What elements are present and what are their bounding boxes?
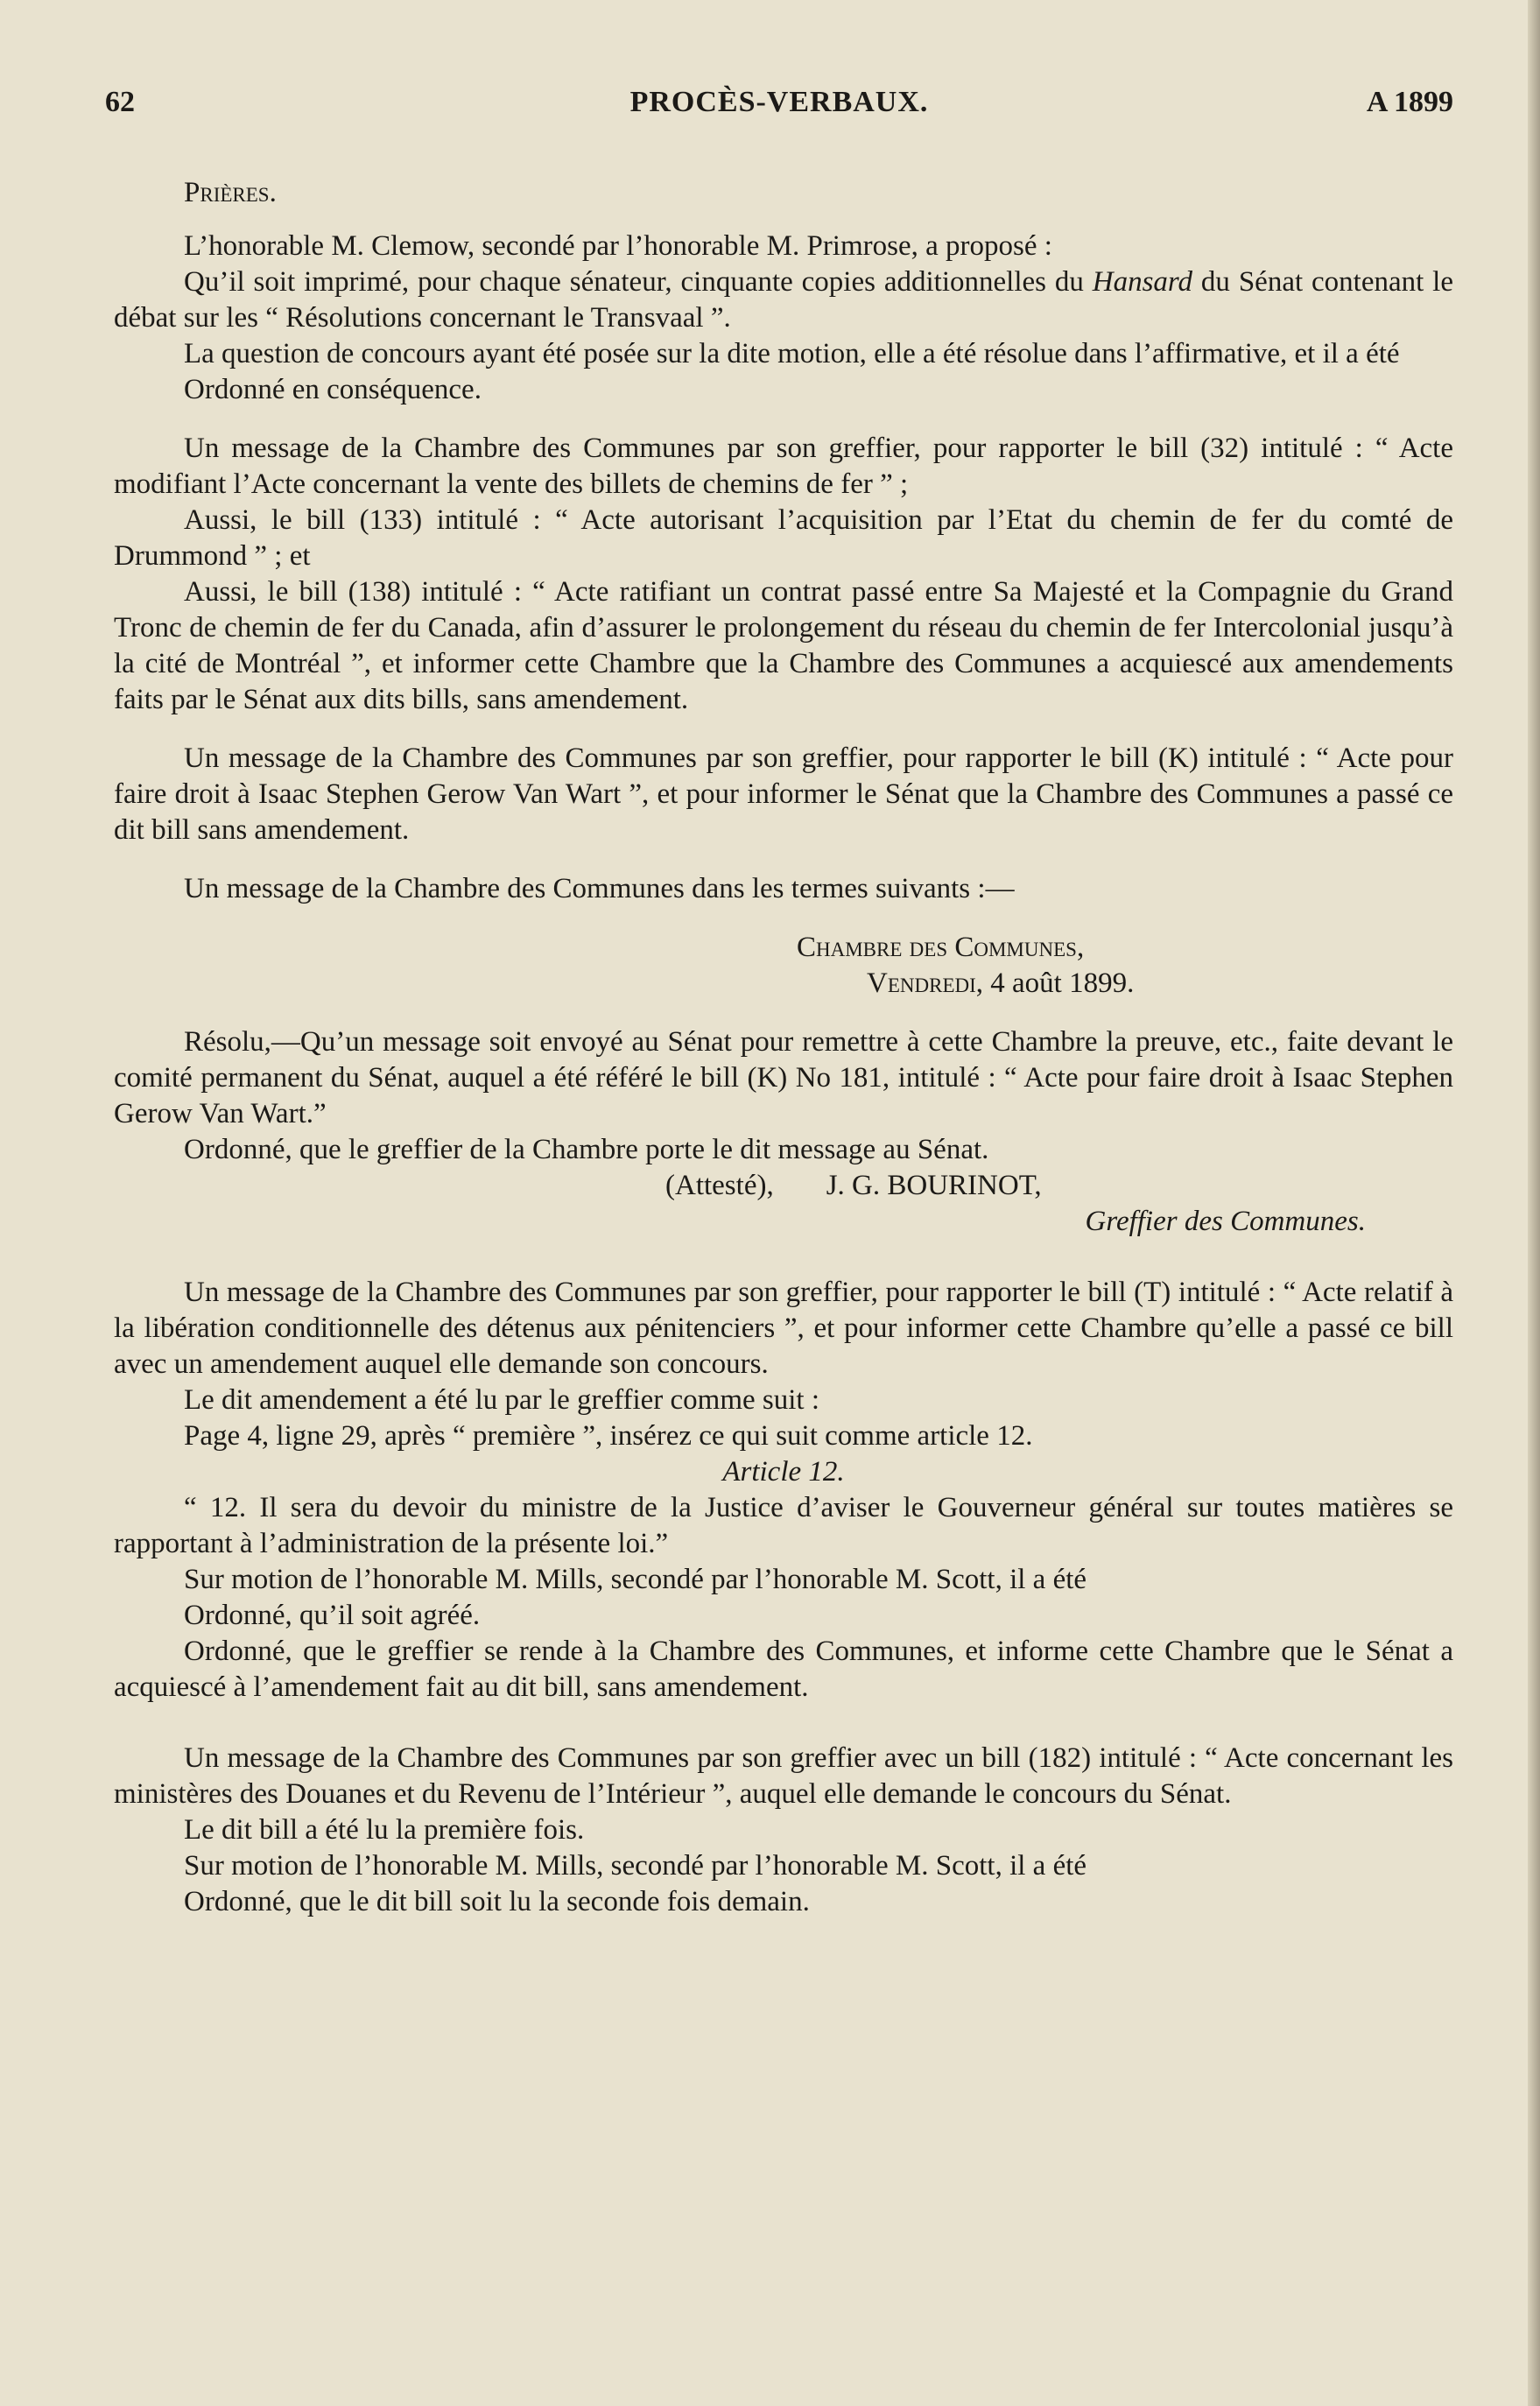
signature-line bbox=[114, 1168, 1453, 1204]
paragraph: Le dit amendement a été lu par le greffier comme suit : bbox=[184, 1384, 820, 1416]
paragraph: Aussi, le bill (133) intitulé : “ Acte autorisant l’acquisition par l’Etat du chemin de fer du comté de Drummond ” ; et bbox=[114, 504, 1453, 572]
paragraph: Ordonné, que le greffier se rende à la Chambre des Communes, et informe cette Chambre que le Sénat a acquiescé à l’amendement fait au dit bill, sans amendement. bbox=[114, 1636, 1453, 1703]
section-heading: Prières. bbox=[184, 177, 277, 208]
running-title: PROCÈS-VERBAUX. bbox=[629, 86, 929, 118]
paragraph: Ordonné, que le dit bill soit lu la seconde fois demain. bbox=[184, 1886, 810, 1917]
paragraph: La question de concours ayant été posée sur la dite motion, elle a été résolue dans l’affirmative, et il a été bbox=[184, 338, 1400, 369]
paragraph: Ordonné en conséquence. bbox=[184, 374, 482, 405]
page-year: A 1899 bbox=[1366, 86, 1453, 118]
page-number: 62 bbox=[105, 86, 135, 118]
paragraph: Sur motion de l’honorable M. Mills, secondé par l’honorable M. Scott, il a été bbox=[184, 1850, 1087, 1882]
paragraph: Page 4, ligne 29, après “ première ”, insérez ce qui suit comme article 12. bbox=[184, 1420, 1033, 1452]
page-header bbox=[105, 86, 1453, 130]
paragraph: Aussi, le bill (138) intitulé : “ Acte ratifiant un contrat passé entre Sa Majesté et la Compagnie du Grand Tronc de chemin de fer du Canada, afin d’assurer le prolongement du réseau du chemin de fer Intercolonial jusqu’à la cité de Montréal ”, et informer cette Chambre que la Chambre des Communes a acquiescé aux amendements faits par le Sénat aux dits bills, sans amendement. bbox=[114, 576, 1453, 715]
paragraph: Un message de la Chambre des Communes par son greffier, pour rapporter le bill (T) intitulé : “ Acte relatif à la libération conditionnelle des détenus aux pénitenciers ”, et pour informer cette Chambre qu’elle a passé ce bill avec un amendement auquel elle demande son concours. bbox=[114, 1277, 1453, 1380]
paragraph: Sur motion de l’honorable M. Mills, secondé par l’honorable M. Scott, il a été bbox=[184, 1564, 1087, 1595]
page-body bbox=[114, 175, 1453, 1920]
paragraph: Résolu,—Qu’un message soit envoyé au Sénat pour remettre à cette Chambre la preuve, etc., faite devant le comité permanent du Sénat, auquel a été référé le bill (K) No 181, intitulé : “ Acte pour faire droit à Isaac Stephen Gerow Van Wart.” bbox=[114, 1026, 1453, 1129]
message-date: Vendredi, 4 août 1899. bbox=[867, 967, 1135, 999]
paragraph: Qu’il soit imprimé, pour chaque sénateur, cinquante copies additionnelles du Hansard du Sénat contenant le débat sur les “ Résolutions concernant le Transvaal ”. bbox=[114, 266, 1453, 334]
paragraph: Ordonné, que le greffier de la Chambre porte le dit message au Sénat. bbox=[184, 1134, 989, 1165]
paragraph: L’honorable M. Clemow, secondé par l’honorable M. Primrose, a proposé : bbox=[184, 230, 1052, 262]
paragraph: Le dit bill a été lu la première fois. bbox=[184, 1814, 585, 1846]
paragraph: Ordonné, qu’il soit agréé. bbox=[184, 1600, 481, 1631]
article-heading: Article 12. bbox=[722, 1456, 845, 1488]
paragraph: Un message de la Chambre des Communes par son greffier, pour rapporter le bill (32) intitulé : “ Acte modifiant l’Acte concernant la vente des billets de chemins de fer ” ; bbox=[114, 433, 1453, 500]
signatory-role: Greffier des Communes. bbox=[1085, 1206, 1366, 1237]
paragraph: Un message de la Chambre des Communes par son greffier avec un bill (182) intitulé : “ Acte concernant les ministères des Douanes et du Revenu de l’Intérieur ”, auquel elle demande le concours du Sénat. bbox=[114, 1742, 1453, 1810]
message-origin: Chambre des Communes, bbox=[797, 932, 1085, 963]
attest-label: (Attesté), bbox=[665, 1170, 774, 1201]
page-edge bbox=[1528, 0, 1540, 2406]
italic-hansard: Hansard bbox=[1092, 266, 1193, 298]
paragraph: Un message de la Chambre des Communes par son greffier, pour rapporter le bill (K) intitulé : “ Acte pour faire droit à Isaac Stephen Gerow Van Wart ”, et pour informer le Sénat que la Chambre des Communes a passé ce dit bill sans amendement. bbox=[114, 742, 1453, 846]
paragraph: Un message de la Chambre des Communes dans les termes suivants :— bbox=[184, 873, 1015, 904]
signatory-name: J. G. BOURINOT, bbox=[826, 1170, 1042, 1201]
paragraph: “ 12. Il sera du devoir du ministre de la Justice d’aviser le Gouverneur général sur toutes matières se rapportant à l’administration de la présente loi.” bbox=[114, 1492, 1453, 1559]
